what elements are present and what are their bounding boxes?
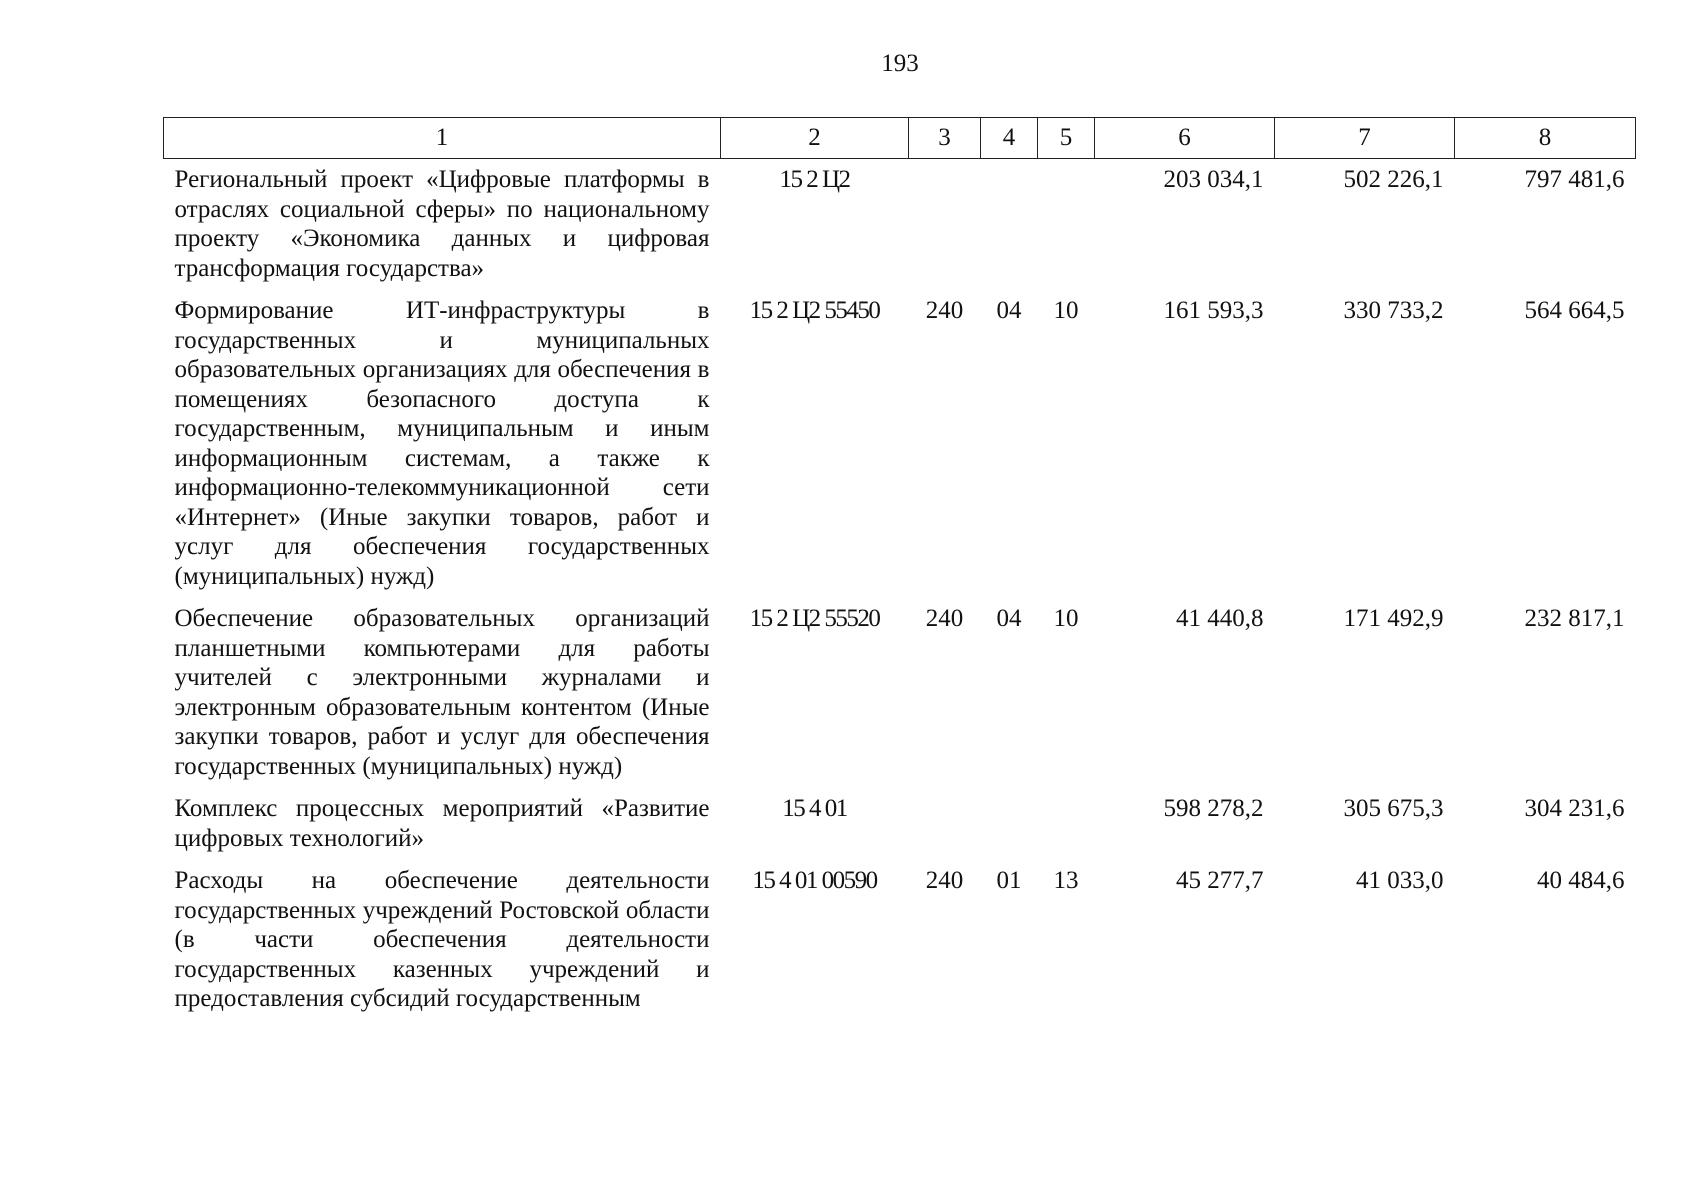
row-rz bbox=[981, 159, 1038, 291]
row-rz bbox=[981, 788, 1038, 860]
page-number: 193 bbox=[881, 50, 919, 77]
header-row bbox=[164, 118, 1636, 159]
row-name: Региональный проект «Цифровые платформы в отраслях социальной сферы» по национальному проекту «Экономика данных и цифровая трансформация государства» bbox=[174, 166, 710, 282]
row-vr: 240 bbox=[925, 297, 964, 324]
row-code: 15 2 Ц2 55520 bbox=[749, 605, 880, 632]
row-name: Формирование ИТ-инфраструктуры в государственных и муниципальных образовательных организациях для обеспечения в помещениях безопасного доступа к государственным, муниципальным и иным информационным системам, а также к информационно-телекоммуникационной сети «Интернет» (Иные закупки товаров, работ и услуг для обеспечения государственных (муниципальных) нужд) bbox=[174, 297, 710, 590]
table-row bbox=[164, 788, 1636, 860]
row-name: Комплекс процессных мероприятий «Развитие цифровых технологий» bbox=[174, 795, 710, 852]
table-row bbox=[164, 598, 1636, 788]
row-code: 15 2 Ц2 bbox=[779, 166, 850, 193]
table-row bbox=[164, 159, 1636, 291]
row-amount-7: 171 492,9 bbox=[1343, 605, 1444, 632]
row-vr bbox=[909, 159, 981, 291]
row-rz: 04 bbox=[996, 297, 1022, 324]
row-pr: 10 bbox=[1053, 605, 1079, 632]
row-pr bbox=[1038, 788, 1095, 860]
header-col-2: 2 bbox=[721, 118, 909, 159]
row-vr bbox=[909, 788, 981, 860]
row-code: 15 2 Ц2 55450 bbox=[749, 297, 880, 324]
row-vr: 240 bbox=[925, 605, 964, 632]
header-col-7: 7 bbox=[1275, 118, 1455, 159]
row-amount-8: 304 231,6 bbox=[1524, 795, 1625, 822]
header-col-1: 1 bbox=[164, 118, 721, 159]
row-amount-6: 41 440,8 bbox=[1176, 605, 1264, 632]
header-col-8: 8 bbox=[1455, 118, 1636, 159]
row-code: 15 4 01 bbox=[782, 795, 847, 822]
row-rz: 04 bbox=[996, 605, 1022, 632]
table-row bbox=[164, 860, 1636, 1021]
row-amount-8: 40 484,6 bbox=[1537, 867, 1625, 894]
row-amount-6: 598 278,2 bbox=[1163, 795, 1264, 822]
table-header bbox=[164, 118, 1636, 159]
row-amount-6: 203 034,1 bbox=[1163, 166, 1264, 193]
table-row bbox=[164, 290, 1636, 598]
row-amount-6: 45 277,7 bbox=[1176, 867, 1264, 894]
row-amount-8: 564 664,5 bbox=[1524, 297, 1625, 324]
header-col-6: 6 bbox=[1095, 118, 1275, 159]
row-amount-7: 41 033,0 bbox=[1356, 867, 1444, 894]
table-body bbox=[164, 159, 1636, 1021]
row-amount-7: 330 733,2 bbox=[1343, 297, 1444, 324]
row-amount-7: 305 675,3 bbox=[1343, 795, 1444, 822]
header-col-4: 4 bbox=[981, 118, 1038, 159]
row-pr: 13 bbox=[1053, 867, 1079, 894]
row-pr bbox=[1038, 159, 1095, 291]
header-col-3: 3 bbox=[909, 118, 981, 159]
row-name: Обеспечение образовательных организаций планшетными компьютерами для работы учителей с электронными журналами и электронным образовательным контентом (Иные закупки товаров, работ и услуг для обеспечения государственных (муниципальных) нужд) bbox=[174, 605, 710, 780]
row-amount-8: 797 481,6 bbox=[1524, 166, 1625, 193]
row-vr: 240 bbox=[925, 867, 964, 894]
row-amount-7: 502 226,1 bbox=[1343, 166, 1444, 193]
budget-table bbox=[163, 117, 1636, 1021]
row-amount-8: 232 817,1 bbox=[1524, 605, 1625, 632]
row-rz: 01 bbox=[996, 867, 1022, 894]
row-name: Расходы на обеспечение деятельности государственных учреждений Ростовской области (в части обеспечения деятельности государственных казенных учреждений и предоставления субсидий государственным bbox=[174, 867, 710, 1012]
row-pr: 10 bbox=[1053, 297, 1079, 324]
row-amount-6: 161 593,3 bbox=[1163, 297, 1264, 324]
row-code: 15 4 01 00590 bbox=[752, 867, 877, 894]
header-col-5: 5 bbox=[1038, 118, 1095, 159]
